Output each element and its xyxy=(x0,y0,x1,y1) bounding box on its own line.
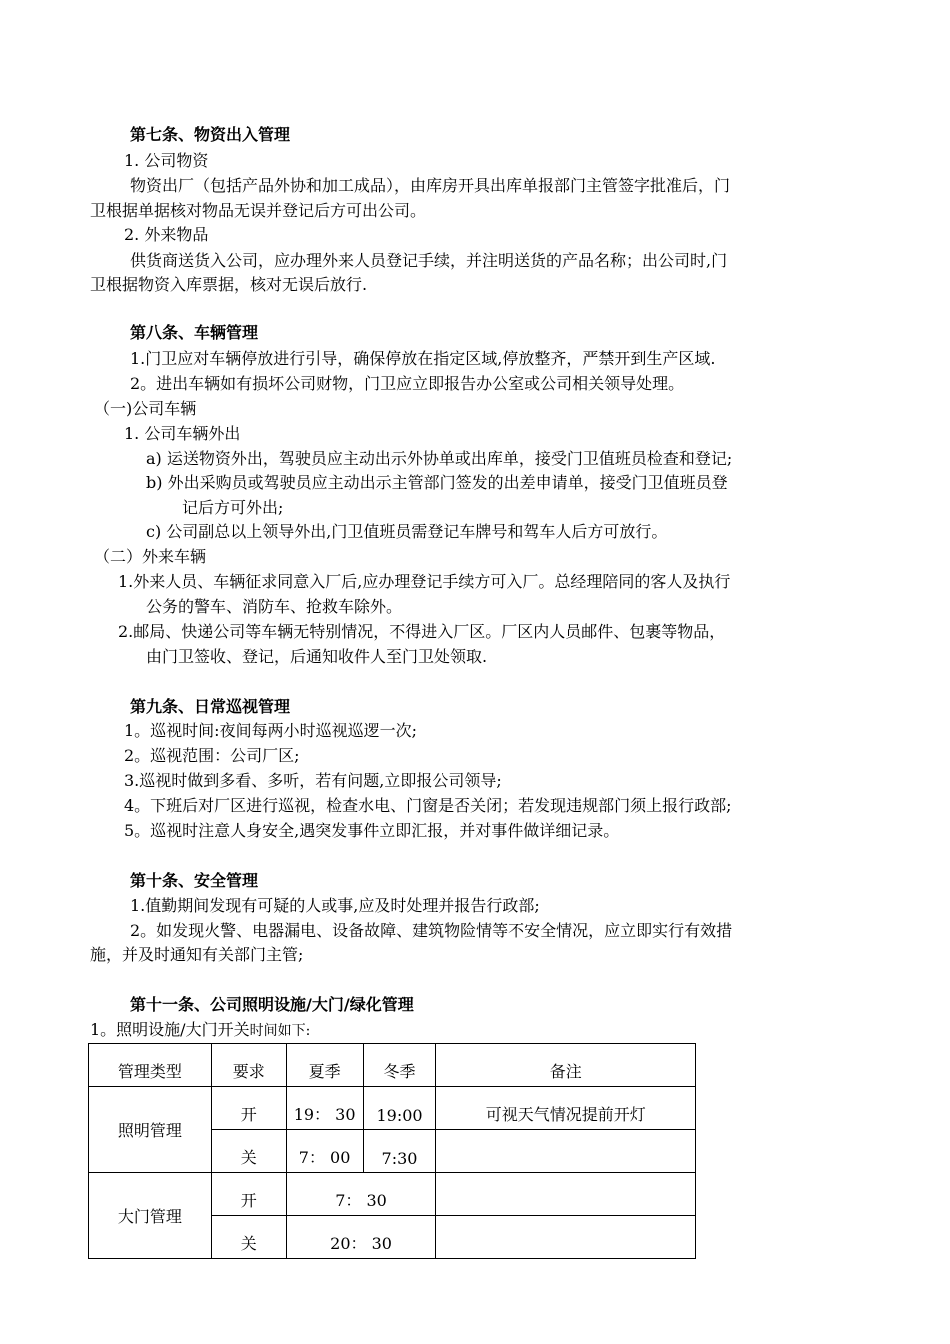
s8-line-2: 2。进出车辆如有损坏公司财物，门卫应立即报告办公室或公司相关领导处理。 xyxy=(130,374,685,393)
s9-line-3: 3.巡视时做到多看、多听，若有问题,立即报公司领导; xyxy=(124,771,502,790)
s10-line-2-cont: 施，并及时通知有关部门主管; xyxy=(90,945,304,964)
light-close-summer: 7： 00 xyxy=(286,1130,363,1173)
header-cell: 要求 xyxy=(211,1044,286,1087)
s8-subsection-2: （二）外来车辆 xyxy=(94,547,207,566)
s8-item-b: b) 外出采购员或驾驶员应主动出示主管部门签发的出差申请单，接受门卫值班员登 xyxy=(146,473,728,492)
empty-cell xyxy=(436,1130,696,1173)
s8-item-c: c) 公司副总以上领导外出,门卫值班员需登记车牌号和驾车人后方可放行。 xyxy=(146,522,668,541)
header-cell: 备注 xyxy=(436,1044,696,1087)
s8-line-10-cont: 公务的警车、消防车、抢救车除外。 xyxy=(146,597,403,616)
header-cell: 管理类型 xyxy=(89,1044,212,1087)
s8-subsection-1: （一)公司车辆 xyxy=(94,399,197,418)
s8-item-a: a) 运送物资外出，驾驶员应主动出示外协单或出库单，接受门卫值班员检查和登记; xyxy=(146,449,733,468)
section-10-title: 第十条、安全管理 xyxy=(130,871,259,890)
s7-paragraph-2-cont: 卫根据物资入库票据，核对无误后放行. xyxy=(90,275,368,294)
s8-line-4: 1. 公司车辆外出 xyxy=(124,424,241,443)
table-row xyxy=(89,1087,696,1130)
s9-line-4: 4。下班后对厂区进行巡视，检查水电、门窗是否关闭；若发现违规部门须上报行政部; xyxy=(124,796,732,815)
s8-line-1: 1.门卫应对车辆停放进行引导，确保停放在指定区域,停放整齐，严禁开到生产区域. xyxy=(130,349,716,368)
gate-close-time: 20： 30 xyxy=(286,1216,436,1259)
section-11-title: 第十一条、公司照明设施/大门/绿化管理 xyxy=(130,995,414,1014)
header-cell: 冬季 xyxy=(363,1044,436,1087)
empty-cell xyxy=(436,1216,696,1259)
req-close: 关 xyxy=(211,1130,286,1173)
light-close-winter: 7:30 xyxy=(363,1130,436,1173)
light-note: 可视天气情况提前开灯 xyxy=(436,1087,696,1130)
section-7-title: 第七条、物资出入管理 xyxy=(130,125,291,144)
s11-intro xyxy=(90,1020,310,1041)
s11-intro-text: 1。照明设施/大门开关 xyxy=(90,1020,250,1039)
s7-item-1: 1. 公司物资 xyxy=(124,151,209,170)
s8-line-12-cont: 由门卫签收、登记，后通知收件人至门卫处领取. xyxy=(146,647,488,666)
s9-line-2: 2。巡视范围：公司厂区; xyxy=(124,746,300,765)
table-row xyxy=(89,1173,696,1216)
req-close: 关 xyxy=(211,1216,286,1259)
schedule-table xyxy=(88,1043,696,1259)
empty-cell xyxy=(436,1173,696,1216)
s9-line-1: 1。巡视时间:夜间每两小时巡视巡逻一次; xyxy=(124,721,417,740)
s9-line-5: 5。巡视时注意人身安全,遇突发事件立即汇报，并对事件做详细记录。 xyxy=(124,821,620,840)
row-type-gate: 大门管理 xyxy=(89,1173,212,1259)
s7-paragraph-2: 供货商送货入公司，应办理外来人员登记手续，并注明送货的产品名称；出公司时,门 xyxy=(130,251,728,270)
section-9-title: 第九条、日常巡视管理 xyxy=(130,697,291,716)
s8-line-10: 1.外来人员、车辆征求同意入厂后,应办理登记手续方可入厂。总经理陪同的客人及执行 xyxy=(118,572,731,591)
s7-paragraph-cont: 卫根据单据核对物品无误并登记后方可出公司。 xyxy=(90,201,427,220)
section-8-title: 第八条、车辆管理 xyxy=(130,323,259,342)
light-open-summer: 19： 30 xyxy=(286,1087,363,1130)
s11-intro-small: 时间如下: xyxy=(249,1023,311,1039)
light-open-winter: 19:00 xyxy=(363,1087,436,1130)
row-type-lighting: 照明管理 xyxy=(89,1087,212,1173)
header-cell: 夏季 xyxy=(286,1044,363,1087)
req-open: 开 xyxy=(211,1173,286,1216)
gate-open-time: 7： 30 xyxy=(286,1173,436,1216)
s7-paragraph: 物资出厂（包括产品外协和加工成品），由库房开具出库单报部门主管签字批准后，门 xyxy=(130,176,731,195)
s10-line-2: 2。如发现火警、电器漏电、设备故障、建筑物险情等不安全情况，应立即实行有效措 xyxy=(130,921,733,940)
s8-line-12: 2.邮局、快递公司等车辆无特别情况，不得进入厂区。厂区内人员邮件、包裹等物品， xyxy=(118,622,726,641)
req-open: 开 xyxy=(211,1087,286,1130)
table-header-row xyxy=(89,1044,696,1087)
s10-line-1: 1.值勤期间发现有可疑的人或事,应及时处理并报告行政部; xyxy=(130,896,540,915)
s7-item-2: 2. 外来物品 xyxy=(124,225,209,244)
s8-item-b-cont: 记后方可外出; xyxy=(182,498,284,517)
